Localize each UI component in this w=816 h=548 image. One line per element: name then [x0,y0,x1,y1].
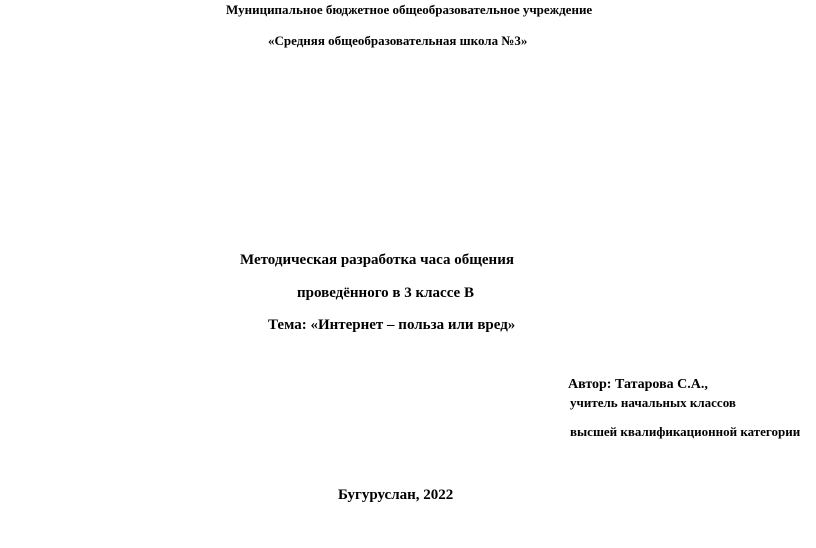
author-position-line-1: учитель начальных классов [570,395,736,410]
author-name: Автор: Татарова С.А., [568,377,708,392]
author-position-line-2: высшей квалификационной категории [570,424,801,439]
document-topic: Тема: «Интернет – польза или вред» [268,317,516,333]
document-title-line-1: Методическая разработка часа общения [240,252,514,268]
school-type-heading: Муниципальное бюджетное общеобразовательное учреждение [226,2,593,17]
school-name-heading: «Средняя общеобразовательная школа №3» [268,33,528,48]
document-title-line-2: проведённого в 3 классе В [297,285,474,301]
city-year: Бугуруслан, 2022 [338,487,454,503]
